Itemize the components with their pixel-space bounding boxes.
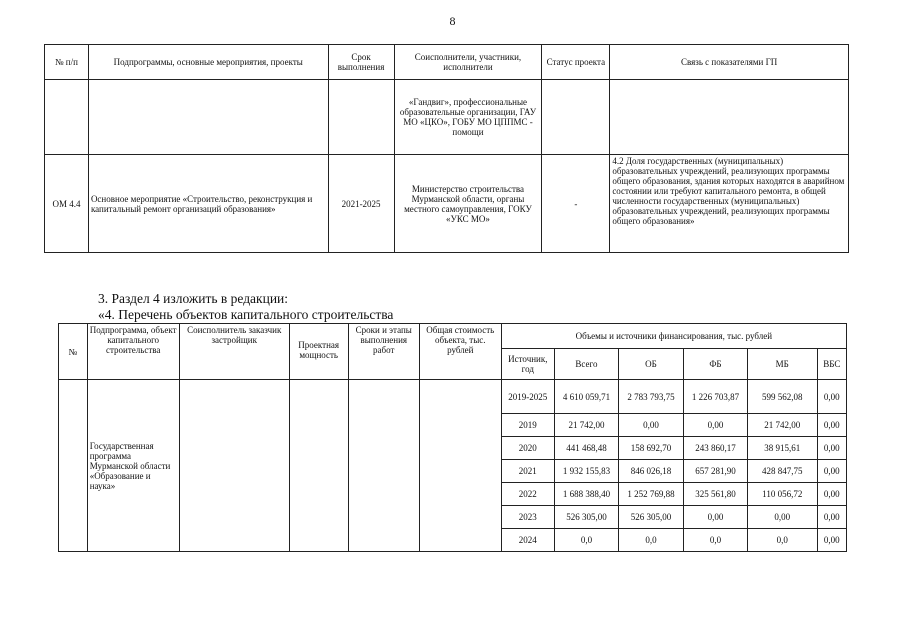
header-num: № п/п	[45, 45, 89, 80]
cell-participants: Министерство строительства Мурманской области, органы местного самоуправления, ГОКУ «УКС МО»	[394, 155, 542, 253]
header-coexecutor: Соисполнитель заказчик застройщик	[179, 324, 289, 380]
header-num: №	[59, 324, 88, 380]
cell-vbs: 0,00	[817, 529, 846, 552]
cell-total: 21 742,00	[554, 414, 618, 437]
cell-fb: 243 860,17	[683, 437, 747, 460]
cell-vbs: 0,00	[817, 460, 846, 483]
cell-year: 2024	[501, 529, 554, 552]
cell-ob: 158 692,70	[618, 437, 683, 460]
header-status: Статус проекта	[542, 45, 610, 80]
header-capacity: Проектная мощность	[289, 324, 348, 380]
cell-mb: 110 056,72	[747, 483, 817, 506]
header-subprogram: Подпрограммы, основные мероприятия, проекты	[88, 45, 328, 80]
cell-empty	[289, 380, 348, 552]
cell-ob: 0,00	[618, 414, 683, 437]
cell-empty	[88, 80, 328, 155]
cell-fb: 657 281,90	[683, 460, 747, 483]
header-link: Связь с показателями ГП	[610, 45, 849, 80]
cell-mb: 428 847,75	[747, 460, 817, 483]
section-heading: 3. Раздел 4 изложить в редакции:	[98, 291, 289, 306]
cell-empty	[348, 380, 419, 552]
header-cost: Общая стоимость объекта, тыс. рублей	[419, 324, 501, 380]
cell-year: 2022	[501, 483, 554, 506]
cell-empty	[59, 380, 88, 552]
cell-ob: 1 252 769,88	[618, 483, 683, 506]
table-header-row	[45, 45, 849, 80]
cell-vbs: 0,00	[817, 380, 846, 414]
header-fb: ФБ	[683, 349, 747, 380]
header-total: Всего	[554, 349, 618, 380]
table-row	[59, 380, 847, 414]
header-participants: Соисполнители, участники, исполнители	[394, 45, 542, 80]
cell-total: 4 610 059,71	[554, 380, 618, 414]
cell-ob: 846 026,18	[618, 460, 683, 483]
cell-vbs: 0,00	[817, 483, 846, 506]
header-vbs: ВБС	[817, 349, 846, 380]
cell-name: Основное мероприятие «Строительство, реконструкция и капитальный ремонт организаций образования»	[88, 155, 328, 253]
header-finance: Объемы и источники финансирования, тыс. рублей	[501, 324, 846, 349]
cell-status: -	[542, 155, 610, 253]
cell-empty	[419, 380, 501, 552]
cell-fb: 325 561,80	[683, 483, 747, 506]
cell-total: 441 468,48	[554, 437, 618, 460]
header-source: Источник, год	[501, 349, 554, 380]
cell-vbs: 0,00	[817, 414, 846, 437]
cell-fb: 1 226 703,87	[683, 380, 747, 414]
cell-mb: 599 562,08	[747, 380, 817, 414]
cell-empty	[542, 80, 610, 155]
cell-year: 2019	[501, 414, 554, 437]
cell-fb: 0,0	[683, 529, 747, 552]
cell-vbs: 0,00	[817, 437, 846, 460]
cell-fb: 0,00	[683, 414, 747, 437]
header-mb: МБ	[747, 349, 817, 380]
cell-empty	[610, 80, 849, 155]
table-row	[45, 155, 849, 253]
cell-empty	[45, 80, 89, 155]
header-terms: Сроки и этапы выполнения работ	[348, 324, 419, 380]
cell-fb: 0,00	[683, 506, 747, 529]
cell-year: 2021	[501, 460, 554, 483]
cell-ob: 526 305,00	[618, 506, 683, 529]
cell-total: 1 932 155,83	[554, 460, 618, 483]
activities-table	[44, 44, 849, 253]
cell-total: 1 688 388,40	[554, 483, 618, 506]
cell-empty	[328, 80, 394, 155]
section-title: «4. Перечень объектов капитального строительства	[98, 307, 394, 322]
cell-year: 2020	[501, 437, 554, 460]
cell-total: 0,0	[554, 529, 618, 552]
cell-term: 2021-2025	[328, 155, 394, 253]
cell-mb: 0,00	[747, 506, 817, 529]
header-term: Срок выполнения	[328, 45, 394, 80]
cell-participants: «Гандвиг», профессиональные образовательные организации, ГАУ МО «ЦКО», ГОБУ МО ЦППМС - помощи	[394, 80, 542, 155]
cell-empty	[179, 380, 289, 552]
cell-link: 4.2 Доля государственных (муниципальных) образовательных учреждений, реализующих программы общего образования, здания которых находятся в аварийном состоянии или требуют капитального ремонта, в общей численности государственных (муниципальных) образовательных учреждений, реализующих программы общего образования»	[610, 155, 849, 253]
cell-mb: 0,0	[747, 529, 817, 552]
construction-objects-table	[58, 323, 847, 552]
cell-year: 2019-2025	[501, 380, 554, 414]
header-subprogram: Подпрограмма, объект капитального строительства	[87, 324, 179, 380]
cell-total: 526 305,00	[554, 506, 618, 529]
cell-ob: 0,0	[618, 529, 683, 552]
cell-vbs: 0,00	[817, 506, 846, 529]
cell-num: ОМ 4.4	[45, 155, 89, 253]
cell-ob: 2 783 793,75	[618, 380, 683, 414]
cell-year: 2023	[501, 506, 554, 529]
page-number: 8	[449, 14, 456, 28]
table-row	[45, 80, 849, 155]
table-header-row	[59, 324, 847, 349]
header-ob: ОБ	[618, 349, 683, 380]
cell-mb: 38 915,61	[747, 437, 817, 460]
cell-mb: 21 742,00	[747, 414, 817, 437]
cell-program-name: Государственная программа Мурманской области «Образование и наука»	[87, 380, 179, 552]
